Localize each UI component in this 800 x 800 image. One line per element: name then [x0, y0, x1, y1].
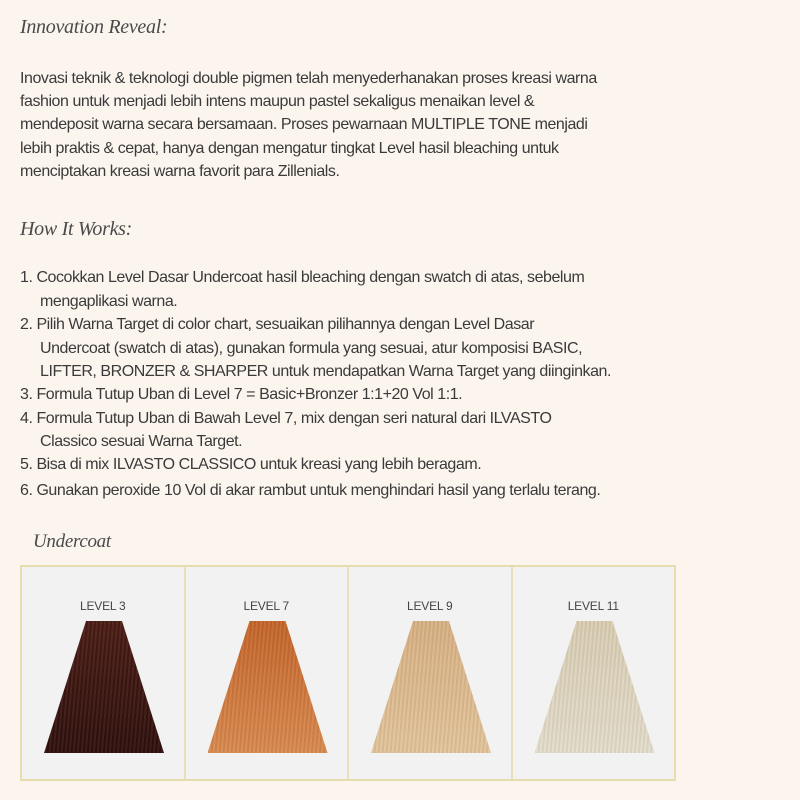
paragraph-line: mendeposit warna secara bersamaan. Proses pewarnaan MULTIPLE TONE menjadi — [20, 116, 588, 133]
swatch-level-3 — [22, 567, 186, 779]
innovation-heading: Innovation Reveal: — [20, 16, 168, 38]
list-item-continued: mengaplikasi warna. — [40, 293, 178, 310]
swatch-level-7 — [186, 567, 350, 779]
list-item: 2. Pilih Warna Target di color chart, sesuaikan pilihannya dengan Level Dasar — [20, 316, 535, 333]
swatch-label: LEVEL 9 — [406, 599, 453, 613]
hair-swatch — [44, 621, 164, 753]
paragraph-line: menciptakan kreasi warna favorit para Zillenials. — [20, 163, 340, 180]
hair-swatch — [371, 621, 491, 753]
paragraph-line: fashion untuk menjadi lebih intens maupun pastel sekaligus menaikan level & — [20, 93, 535, 110]
undercoat-swatch-strip — [20, 565, 676, 781]
list-item: 5. Bisa di mix ILVASTO CLASSICO untuk kreasi yang lebih beragam. — [20, 456, 482, 473]
list-item-continued: LIFTER, BRONZER & SHARPER untuk mendapatkan Warna Target yang diinginkan. — [40, 363, 611, 380]
list-item: 6. Gunakan peroxide 10 Vol di akar rambut untuk menghindari hasil yang terlalu terang. — [20, 482, 601, 499]
undercoat-heading: Undercoat — [33, 531, 111, 552]
list-item: 4. Formula Tutup Uban di Bawah Level 7, mix dengan seri natural dari ILVASTO — [20, 410, 552, 427]
list-item: 1. Cocokkan Level Dasar Undercoat hasil bleaching dengan swatch di atas, sebelum — [20, 269, 585, 286]
hair-swatch — [535, 621, 655, 753]
swatch-level-11 — [513, 567, 675, 779]
list-item: 3. Formula Tutup Uban di Level 7 = Basic+Bronzer 1:1+20 Vol 1:1. — [20, 386, 463, 403]
paragraph-line: lebih praktis & cepat, hanya dengan mengatur tingkat Level hasil bleaching untuk — [20, 140, 559, 157]
hair-swatch — [208, 621, 328, 753]
list-item-continued: Classico sesuai Warna Target. — [40, 433, 243, 450]
swatch-label: LEVEL 11 — [567, 599, 619, 613]
swatch-label: LEVEL 7 — [243, 599, 290, 613]
paragraph-line: Inovasi teknik & teknologi double pigmen telah menyederhanakan proses kreasi warna — [20, 70, 597, 87]
swatch-label: LEVEL 3 — [79, 599, 126, 613]
list-item-continued: Undercoat (swatch di atas), gunakan formula yang sesuai, atur komposisi BASIC, — [40, 340, 583, 357]
how-it-works-heading: How It Works: — [20, 218, 133, 240]
swatch-level-9 — [349, 567, 513, 779]
